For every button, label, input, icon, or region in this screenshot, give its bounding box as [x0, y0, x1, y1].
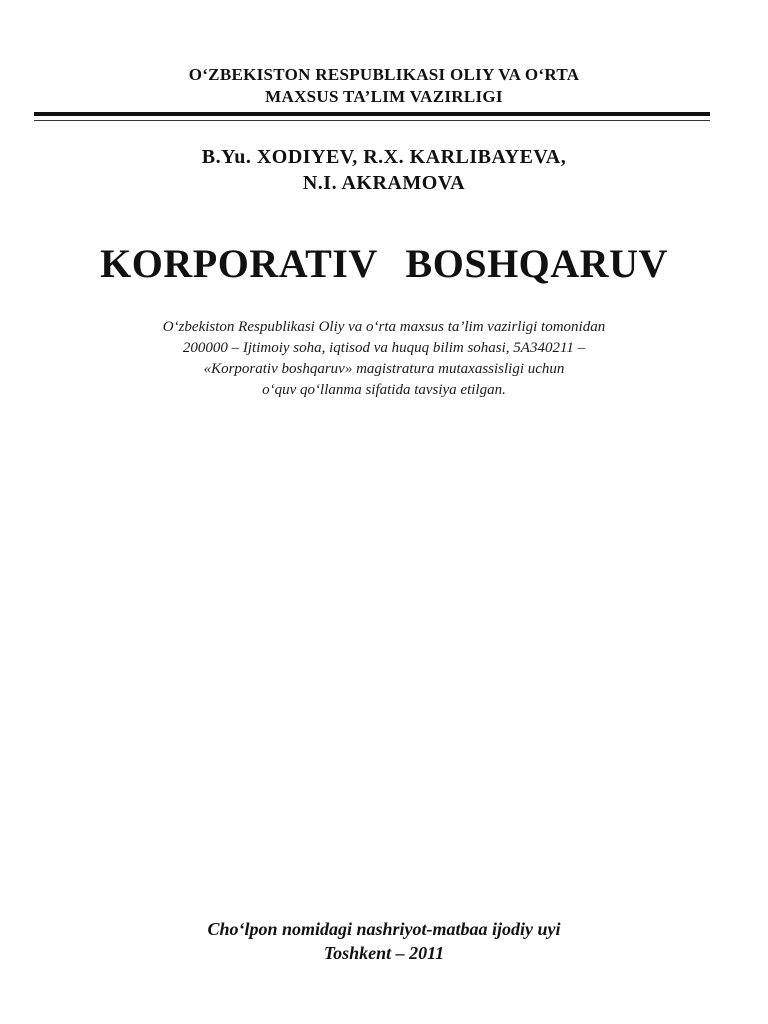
- ministry-header: [0, 64, 768, 108]
- recommendation-line-1: O‘zbekiston Respublikasi Oliy va o‘rta maxsus ta’lim vazirligi tomonidan: [162, 319, 606, 335]
- ministry-line-2: MAXSUS TA’LIM VAZIRLIGI: [265, 87, 503, 106]
- header-divider-thin: [34, 120, 710, 121]
- authors: [0, 144, 768, 196]
- recommendation-line-3: «Korporativ boshqaruv» magistratura mutaxassisligi uchun: [203, 361, 565, 377]
- publisher-name: Cho‘lpon nomidagi nashriyot-matbaa ijodiy uyi: [207, 919, 561, 939]
- authors-line-1: B.Yu. XODIYEV, R.X. KARLIBAYEVA,: [201, 146, 567, 168]
- recommendation-text: [0, 317, 768, 401]
- recommendation-line-4: o‘quv qo‘llanma sifatida tavsiya etilgan.: [262, 382, 506, 398]
- header-divider-thick: [34, 112, 710, 116]
- book-title: KORPORATIV BOSHQARUV: [100, 241, 668, 286]
- ministry-line-1: O‘ZBEKISTON RESPUBLIKASI OLIY VA O‘RTA: [188, 65, 580, 84]
- publisher-place-year: Toshkent – 2011: [323, 943, 445, 963]
- authors-line-2: N.I. AKRAMOVA: [302, 172, 466, 194]
- publisher-block: [0, 917, 768, 965]
- recommendation-line-2: 200000 – Ijtimoiy soha, iqtisod va huquq bilim sohasi, 5A340211 –: [182, 340, 586, 356]
